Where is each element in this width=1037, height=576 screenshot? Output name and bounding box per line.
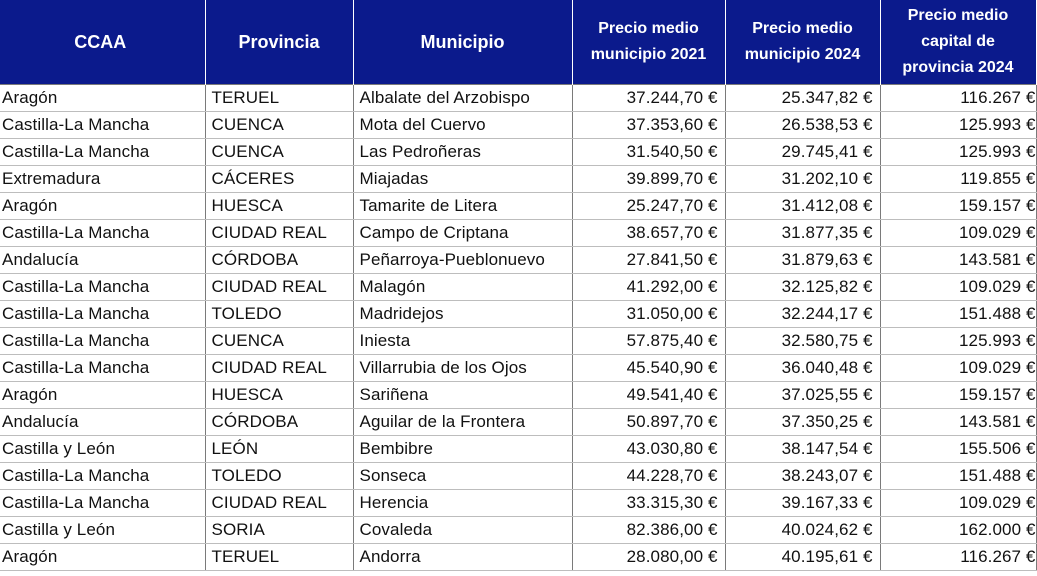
table-row — [0, 274, 1036, 301]
cell-precio-2024[interactable]: 31.412,08 € — [725, 193, 880, 220]
cell-provincia[interactable]: SORIA — [205, 517, 353, 544]
table-row — [0, 112, 1036, 139]
cell-provincia[interactable]: CUENCA — [205, 328, 353, 355]
cell-ccaa[interactable]: Castilla-La Mancha — [0, 328, 205, 355]
cell-precio-2024[interactable]: 32.125,82 € — [725, 274, 880, 301]
cell-capital-2024[interactable]: 159.157 € — [880, 382, 1036, 409]
cell-provincia[interactable]: CIUDAD REAL — [205, 355, 353, 382]
table-row — [0, 139, 1036, 166]
header-precio-2021[interactable]: Precio medio municipio 2021 — [572, 0, 725, 85]
table-row — [0, 220, 1036, 247]
cell-precio-2021[interactable]: 41.292,00 € — [572, 274, 725, 301]
cell-provincia[interactable]: CÓRDOBA — [205, 247, 353, 274]
cell-capital-2024[interactable]: 155.506 € — [880, 436, 1036, 463]
cell-provincia[interactable]: CUENCA — [205, 112, 353, 139]
cell-provincia[interactable]: TOLEDO — [205, 463, 353, 490]
cell-municipio[interactable]: Tamarite de Litera — [353, 193, 572, 220]
table-row — [0, 436, 1036, 463]
table-row — [0, 247, 1036, 274]
cell-provincia[interactable]: CIUDAD REAL — [205, 220, 353, 247]
cell-ccaa[interactable]: Castilla-La Mancha — [0, 139, 205, 166]
table-row — [0, 490, 1036, 517]
cell-precio-2021[interactable]: 45.540,90 € — [572, 355, 725, 382]
cell-capital-2024[interactable]: 116.267 € — [880, 85, 1036, 112]
cell-capital-2024[interactable]: 125.993 € — [880, 328, 1036, 355]
cell-ccaa[interactable]: Andalucía — [0, 247, 205, 274]
table-row — [0, 409, 1036, 436]
cell-provincia[interactable]: TOLEDO — [205, 301, 353, 328]
cell-precio-2024[interactable]: 38.243,07 € — [725, 463, 880, 490]
cell-precio-2021[interactable]: 27.841,50 € — [572, 247, 725, 274]
table-row — [0, 382, 1036, 409]
cell-precio-2024[interactable]: 36.040,48 € — [725, 355, 880, 382]
cell-ccaa[interactable]: Aragón — [0, 544, 205, 571]
cell-precio-2021[interactable]: 39.899,70 € — [572, 166, 725, 193]
cell-provincia[interactable]: HUESCA — [205, 193, 353, 220]
cell-precio-2024[interactable]: 32.244,17 € — [725, 301, 880, 328]
cell-capital-2024[interactable]: 116.267 € — [880, 544, 1036, 571]
cell-precio-2021[interactable]: 50.897,70 € — [572, 409, 725, 436]
cell-precio-2021[interactable]: 43.030,80 € — [572, 436, 725, 463]
table-row — [0, 463, 1036, 490]
cell-precio-2024[interactable]: 31.202,10 € — [725, 166, 880, 193]
cell-precio-2024[interactable]: 32.580,75 € — [725, 328, 880, 355]
header-precio-2024[interactable]: Precio medio municipio 2024 — [725, 0, 880, 85]
table-header — [0, 0, 1036, 85]
cell-precio-2024[interactable]: 37.025,55 € — [725, 382, 880, 409]
table-row — [0, 301, 1036, 328]
cell-ccaa[interactable]: Castilla-La Mancha — [0, 490, 205, 517]
cell-ccaa[interactable]: Castilla y León — [0, 517, 205, 544]
cell-precio-2024[interactable]: 40.024,62 € — [725, 517, 880, 544]
cell-precio-2024[interactable]: 38.147,54 € — [725, 436, 880, 463]
header-municipio[interactable]: Municipio — [353, 0, 572, 85]
cell-municipio[interactable]: Mota del Cuervo — [353, 112, 572, 139]
cell-capital-2024[interactable]: 159.157 € — [880, 193, 1036, 220]
cell-provincia[interactable]: CUENCA — [205, 139, 353, 166]
cell-capital-2024[interactable]: 109.029 € — [880, 274, 1036, 301]
cell-provincia[interactable]: CÁCERES — [205, 166, 353, 193]
cell-precio-2024[interactable]: 31.877,35 € — [725, 220, 880, 247]
cell-ccaa[interactable]: Castilla-La Mancha — [0, 355, 205, 382]
table-row — [0, 85, 1036, 112]
cell-capital-2024[interactable]: 125.993 € — [880, 139, 1036, 166]
cell-municipio[interactable]: Miajadas — [353, 166, 572, 193]
cell-ccaa[interactable]: Andalucía — [0, 409, 205, 436]
cell-precio-2021[interactable]: 49.541,40 € — [572, 382, 725, 409]
cell-municipio[interactable]: Herencia — [353, 490, 572, 517]
header-capital-2024[interactable]: Precio medio capital de provincia 2024 — [880, 0, 1036, 85]
header-provincia[interactable]: Provincia — [205, 0, 353, 85]
cell-precio-2021[interactable]: 25.247,70 € — [572, 193, 725, 220]
cell-capital-2024[interactable]: 125.993 € — [880, 112, 1036, 139]
cell-precio-2024[interactable]: 25.347,82 € — [725, 85, 880, 112]
cell-ccaa[interactable]: Castilla-La Mancha — [0, 220, 205, 247]
cell-provincia[interactable]: CÓRDOBA — [205, 409, 353, 436]
cell-provincia[interactable]: TERUEL — [205, 544, 353, 571]
cell-provincia[interactable]: CIUDAD REAL — [205, 274, 353, 301]
cell-municipio[interactable]: Andorra — [353, 544, 572, 571]
cell-municipio[interactable]: Villarrubia de los Ojos — [353, 355, 572, 382]
cell-municipio[interactable]: Madridejos — [353, 301, 572, 328]
cell-ccaa[interactable]: Castilla-La Mancha — [0, 112, 205, 139]
cell-ccaa[interactable]: Aragón — [0, 85, 205, 112]
cell-provincia[interactable]: CIUDAD REAL — [205, 490, 353, 517]
cell-capital-2024[interactable]: 109.029 € — [880, 490, 1036, 517]
cell-precio-2024[interactable]: 39.167,33 € — [725, 490, 880, 517]
cell-municipio[interactable]: Peñarroya-Pueblonuevo — [353, 247, 572, 274]
cell-precio-2024[interactable]: 26.538,53 € — [725, 112, 880, 139]
cell-ccaa[interactable]: Castilla-La Mancha — [0, 274, 205, 301]
cell-capital-2024[interactable]: 151.488 € — [880, 301, 1036, 328]
cell-provincia[interactable]: HUESCA — [205, 382, 353, 409]
table-row — [0, 166, 1036, 193]
cell-capital-2024[interactable]: 109.029 € — [880, 355, 1036, 382]
cell-precio-2021[interactable]: 57.875,40 € — [572, 328, 725, 355]
cell-precio-2021[interactable]: 31.540,50 € — [572, 139, 725, 166]
cell-ccaa[interactable]: Castilla y León — [0, 436, 205, 463]
cell-municipio[interactable]: Campo de Criptana — [353, 220, 572, 247]
cell-capital-2024[interactable]: 119.855 € — [880, 166, 1036, 193]
cell-provincia[interactable]: LEÓN — [205, 436, 353, 463]
cell-precio-2024[interactable]: 37.350,25 € — [725, 409, 880, 436]
cell-municipio[interactable]: Aguilar de la Frontera — [353, 409, 572, 436]
cell-precio-2021[interactable]: 37.244,70 € — [572, 85, 725, 112]
cell-precio-2021[interactable]: 31.050,00 € — [572, 301, 725, 328]
cell-municipio[interactable]: Covaleda — [353, 517, 572, 544]
table-row — [0, 517, 1036, 544]
header-ccaa[interactable]: CCAA — [0, 0, 205, 85]
cell-capital-2024[interactable]: 109.029 € — [880, 220, 1036, 247]
cell-precio-2024[interactable]: 40.195,61 € — [725, 544, 880, 571]
cell-precio-2021[interactable]: 37.353,60 € — [572, 112, 725, 139]
cell-capital-2024[interactable]: 143.581 € — [880, 409, 1036, 436]
table-row — [0, 544, 1036, 571]
table-body — [0, 85, 1036, 571]
cell-precio-2021[interactable]: 28.080,00 € — [572, 544, 725, 571]
table-row — [0, 328, 1036, 355]
cell-provincia[interactable]: TERUEL — [205, 85, 353, 112]
cell-capital-2024[interactable]: 151.488 € — [880, 463, 1036, 490]
table-row — [0, 355, 1036, 382]
cell-municipio[interactable]: Malagón — [353, 274, 572, 301]
cell-precio-2021[interactable]: 82.386,00 € — [572, 517, 725, 544]
cell-municipio[interactable]: Bembibre — [353, 436, 572, 463]
table-row — [0, 193, 1036, 220]
cell-capital-2024[interactable]: 143.581 € — [880, 247, 1036, 274]
cell-precio-2021[interactable]: 44.228,70 € — [572, 463, 725, 490]
cell-precio-2024[interactable]: 31.879,63 € — [725, 247, 880, 274]
cell-precio-2021[interactable]: 38.657,70 € — [572, 220, 725, 247]
cell-ccaa[interactable]: Castilla-La Mancha — [0, 301, 205, 328]
cell-municipio[interactable]: Albalate del Arzobispo — [353, 85, 572, 112]
cell-municipio[interactable]: Sonseca — [353, 463, 572, 490]
cell-ccaa[interactable]: Extremadura — [0, 166, 205, 193]
cell-capital-2024[interactable]: 162.000 € — [880, 517, 1036, 544]
cell-ccaa[interactable]: Castilla-La Mancha — [0, 463, 205, 490]
cell-ccaa[interactable]: Aragón — [0, 382, 205, 409]
cell-municipio[interactable]: Las Pedroñeras — [353, 139, 572, 166]
cell-municipio[interactable]: Iniesta — [353, 328, 572, 355]
cell-precio-2021[interactable]: 33.315,30 € — [572, 490, 725, 517]
cell-precio-2024[interactable]: 29.745,41 € — [725, 139, 880, 166]
cell-municipio[interactable]: Sariñena — [353, 382, 572, 409]
cell-ccaa[interactable]: Aragón — [0, 193, 205, 220]
